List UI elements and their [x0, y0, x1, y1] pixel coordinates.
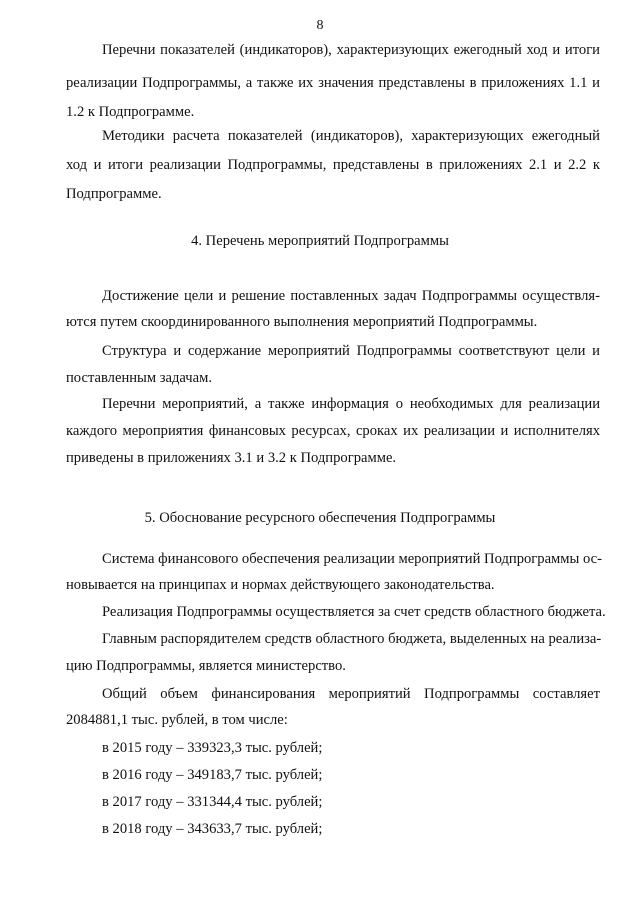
paragraph-line: ход и итоги реализации Подпрограммы, представлены в приложениях 2.1 и 2.2 к: [66, 157, 600, 173]
paragraph-line: Главным распорядителем средств областного бюджета, выделенных на реализа-: [102, 631, 602, 647]
funding-year-line: в 2015 году – 339323,3 тыс. рублей;: [102, 740, 323, 756]
section-heading: 5. Обоснование ресурсного обеспечения Подпрограммы: [144, 510, 496, 526]
paragraph-line: Достижение цели и решение поставленных задач Подпрограммы осуществля-: [102, 288, 600, 304]
paragraph-line: 1.2 к Подпрограмме.: [66, 104, 195, 120]
paragraph-line: Реализация Подпрограммы осуществляется за счет средств областного бюджета.: [102, 604, 606, 620]
funding-year-line: в 2016 году – 349183,7 тыс. рублей;: [102, 767, 323, 783]
page-number: 8: [316, 18, 324, 33]
section-heading: 4. Перечень мероприятий Подпрограммы: [191, 233, 449, 249]
paragraph-line: Общий объем финансирования мероприятий Подпрограммы составляет: [102, 686, 600, 702]
paragraph-line: приведены в приложениях 3.1 и 3.2 к Подпрограмме.: [66, 450, 397, 466]
paragraph-line: реализации Подпрограммы, а также их значения представлены в приложениях 1.1 и: [66, 75, 600, 91]
paragraph-line: Перечни мероприятий, а также информация о необходимых для реализации: [102, 396, 600, 412]
paragraph-line: Методики расчета показателей (индикаторов), характеризующих ежегодный: [102, 128, 600, 144]
paragraph-line: поставленным задачам.: [66, 370, 213, 386]
paragraph-line: ются путем скоординированного выполнения мероприятий Подпрограммы.: [66, 314, 538, 330]
paragraph-line: новывается на принципах и нормах действующего законодательства.: [66, 577, 495, 593]
funding-year-line: в 2018 году – 343633,7 тыс. рублей;: [102, 821, 323, 837]
paragraph-line: Система финансового обеспечения реализации мероприятий Подпрограммы ос-: [102, 551, 602, 567]
funding-year-line: в 2017 году – 331344,4 тыс. рублей;: [102, 794, 323, 810]
paragraph-line: 2084881,1 тыс. рублей, в том числе:: [66, 712, 288, 728]
paragraph-line: Подпрограмме.: [66, 186, 162, 202]
paragraph-line: каждого мероприятия финансовых ресурсах, сроках их реализации и исполнителях: [66, 423, 600, 439]
paragraph-line: цию Подпрограммы, является министерство.: [66, 658, 346, 674]
paragraph-line: Перечни показателей (индикаторов), характеризующих ежегодный ход и итоги: [102, 42, 600, 58]
paragraph-line: Структура и содержание мероприятий Подпрограммы соответствуют цели и: [102, 343, 600, 359]
